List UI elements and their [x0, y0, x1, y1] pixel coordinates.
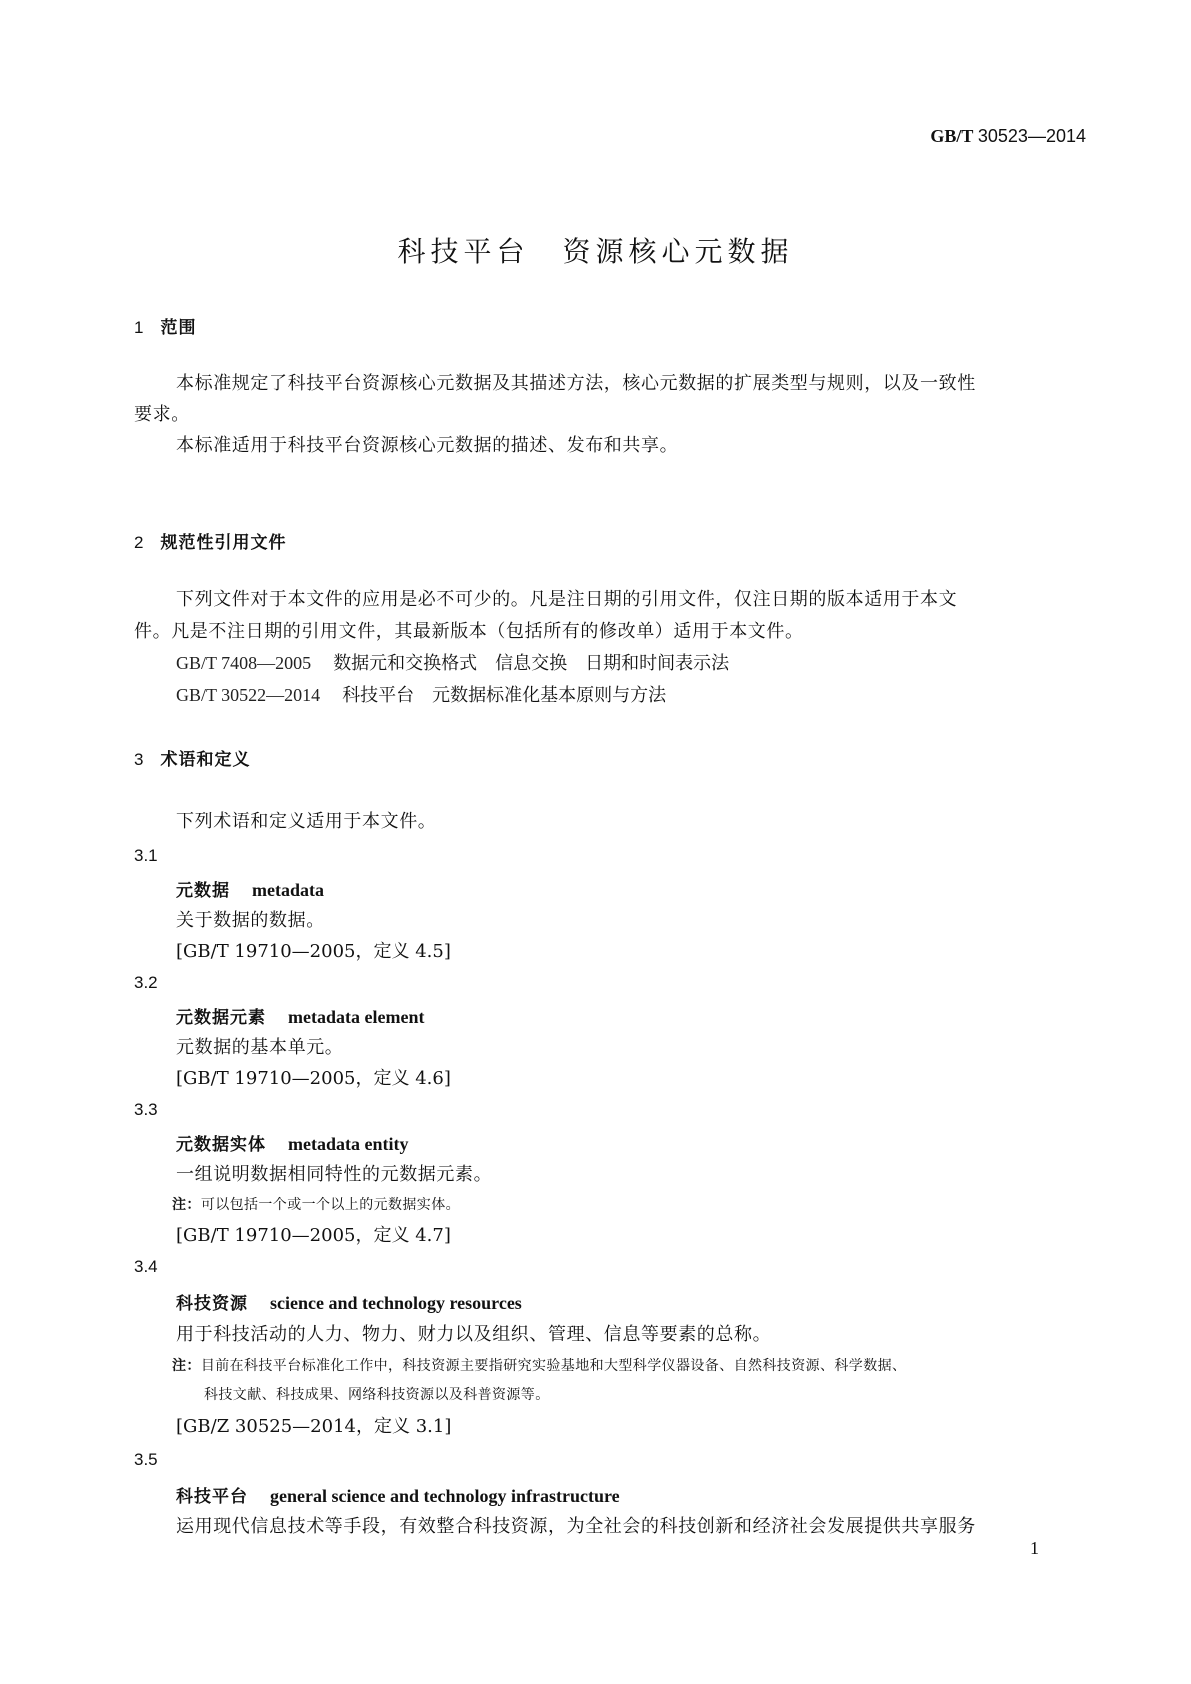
- term-en: metadata entity: [288, 1134, 409, 1154]
- paragraph: 本标准规定了科技平台资源核心元数据及其描述方法，核心元数据的扩展类型与规则，以及一致性: [176, 373, 976, 394]
- normative-reference: [176, 649, 729, 675]
- paragraph: 要求。: [134, 404, 190, 425]
- term-definition: 元数据的基本单元。: [176, 1037, 344, 1058]
- section-number: 2: [134, 533, 145, 552]
- term-definition: 关于数据的数据。: [176, 910, 325, 931]
- term-note: [172, 1355, 906, 1375]
- term-zh: 元数据: [176, 881, 230, 901]
- term-entry: [176, 1130, 408, 1155]
- page-number: 1: [1030, 1538, 1039, 1558]
- section-title: 范围: [160, 318, 197, 338]
- standard-number: 30523—2014: [977, 126, 1086, 146]
- term-entry: [176, 876, 324, 901]
- term-note-continued: 科技文献、科技成果、网络科技资源以及科普资源等。: [204, 1387, 550, 1403]
- note-label: 注：: [172, 1358, 201, 1374]
- standard-prefix: GB/T: [930, 126, 974, 146]
- paragraph: 本标准适用于科技平台资源核心元数据的描述、发布和共享。: [176, 435, 679, 456]
- note-text: 目前在科技平台标准化工作中，科技资源主要指研究实验基地和大型科学仪器设备、自然科技资源、科学数据、: [200, 1358, 907, 1374]
- section-heading-2: [134, 528, 286, 553]
- paragraph: 件。凡是不注日期的引用文件，其最新版本（包括所有的修改单）适用于本文件。: [134, 621, 804, 642]
- term-entry: [176, 1003, 424, 1028]
- reference-title: 科技平台 元数据标准化基本原则与方法: [342, 685, 667, 706]
- term-source: [GB/T 19710—2005，定义 4.6]: [176, 1068, 451, 1089]
- term-source: [GB/T 19710—2005，定义 4.5]: [176, 941, 451, 962]
- paragraph: 下列文件对于本文件的应用是必不可少的。凡是注日期的引用文件，仅注日期的版本适用于本文: [176, 589, 958, 610]
- term-entry: [176, 1289, 522, 1314]
- term-zh: 科技资源: [176, 1294, 248, 1314]
- section-heading-1: [134, 313, 196, 338]
- term-en: science and technology resources: [270, 1293, 522, 1313]
- term-en: general science and technology infrastructure: [270, 1486, 620, 1506]
- term-number: 3.5: [134, 1450, 158, 1469]
- term-number: 3.4: [134, 1257, 158, 1276]
- term-zh: 元数据元素: [176, 1008, 266, 1028]
- section-title: 术语和定义: [160, 750, 251, 770]
- term-number: 3.3: [134, 1100, 158, 1119]
- reference-code: GB/T 7408—2005: [176, 653, 312, 673]
- term-en: metadata element: [288, 1007, 425, 1027]
- term-en: metadata: [252, 880, 324, 900]
- section-heading-3: [134, 745, 250, 770]
- reference-title: 数据元和交换格式 信息交换 日期和时间表示法: [333, 653, 730, 674]
- document-title: 科技平台 资源核心元数据: [397, 235, 794, 268]
- term-number: 3.2: [134, 973, 158, 992]
- section-number: 1: [134, 318, 145, 337]
- section-title: 规范性引用文件: [160, 533, 287, 553]
- term-note: [172, 1194, 460, 1214]
- term-definition: 运用现代信息技术等手段，有效整合科技资源，为全社会的科技创新和经济社会发展提供共享服务: [176, 1516, 976, 1537]
- reference-code: GB/T 30522—2014: [176, 685, 321, 705]
- section-number: 3: [134, 750, 145, 769]
- term-entry: [176, 1482, 620, 1507]
- standard-code: [930, 126, 1086, 147]
- term-source: [GB/T 19710—2005，定义 4.7]: [176, 1225, 451, 1246]
- note-label: 注：: [172, 1197, 201, 1213]
- term-zh: 科技平台: [176, 1487, 248, 1507]
- term-number: 3.1: [134, 846, 158, 865]
- term-definition: 一组说明数据相同特性的元数据元素。: [176, 1164, 493, 1185]
- term-zh: 元数据实体: [176, 1135, 266, 1155]
- term-source: [GB/Z 30525—2014，定义 3.1]: [176, 1416, 452, 1437]
- paragraph: 下列术语和定义适用于本文件。: [176, 811, 437, 832]
- term-definition: 用于科技活动的人力、物力、财力以及组织、管理、信息等要素的总称。: [176, 1324, 772, 1345]
- normative-reference: [176, 681, 666, 707]
- note-text: 可以包括一个或一个以上的元数据实体。: [200, 1197, 461, 1213]
